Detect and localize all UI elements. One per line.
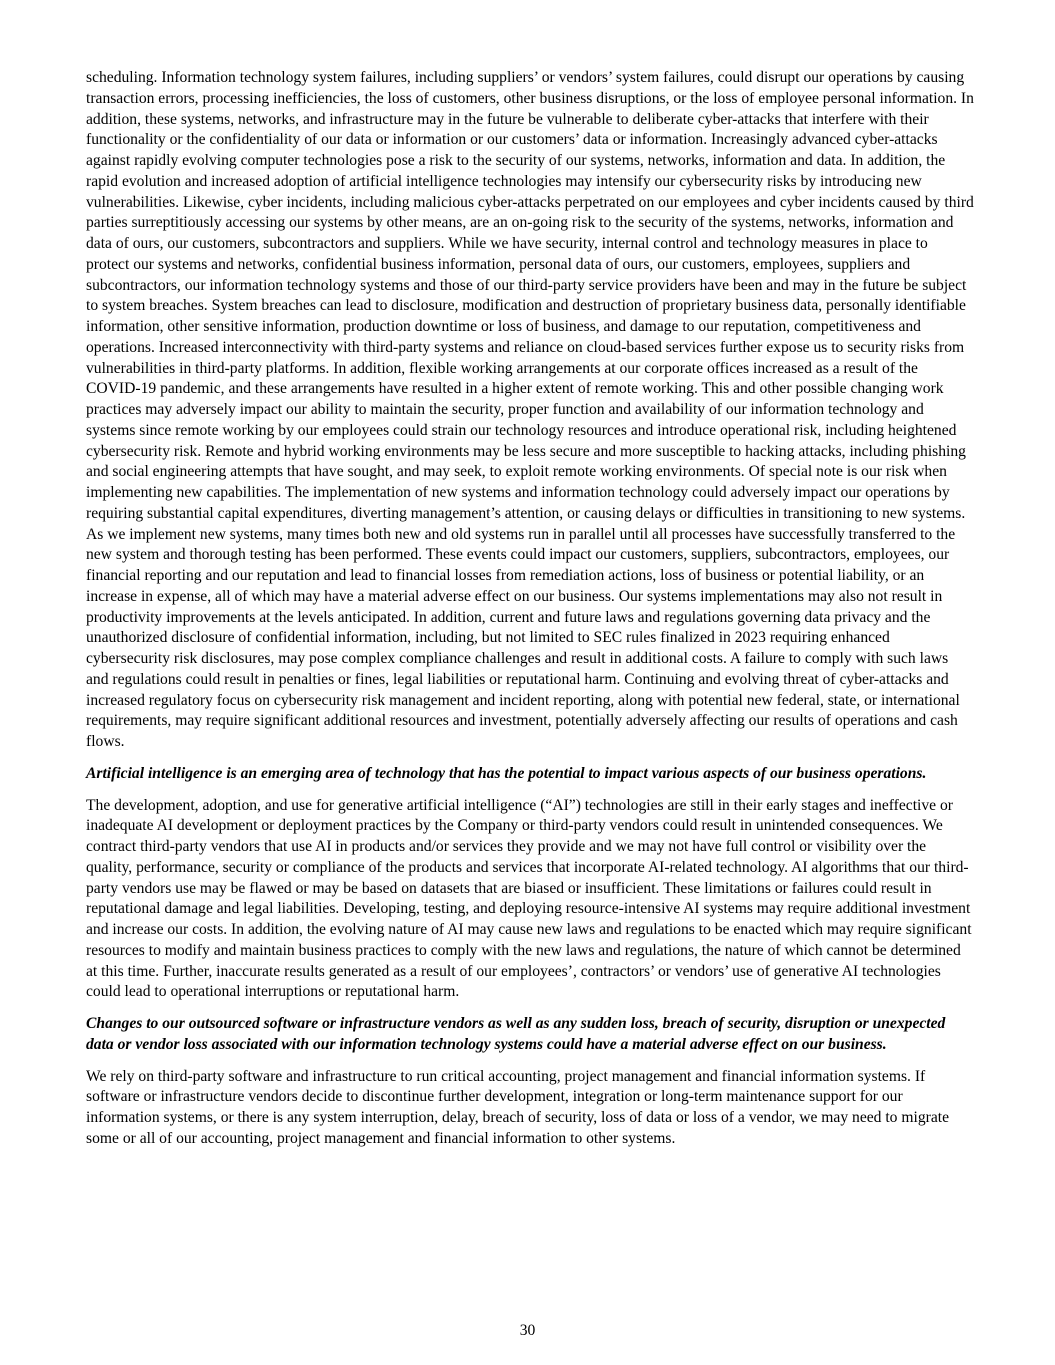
section-heading-vendors: Changes to our outsourced software or infrastructure vendors as well as any sudden loss, breach of security, disruption or unexpected data or vendor loss associated with our information technology systems could have a material adverse effect on our business. (86, 1015, 946, 1053)
body-paragraph-ai: The development, adoption, and use for generative artificial intelligence (“AI”) technologies are still in their early stages and ineffective or inadequate AI development or deployment practices by the Company or third-party vendors could result in unintended consequences. We contract third-party vendors that use AI in products and/or services they provide and we may not have full control or visibility over the quality, performance, security or compliance of the products and services that incorporate AI-related technology. AI algorithms that our third-party vendors use may be flawed or may be based on datasets that are biased or insufficient. These limitations or failures could result in reputational damage and legal liabilities. Developing, testing, and deploying resource-intensive AI systems may require additional investment and increase our costs. In addition, the evolving nature of AI may cause new laws and regulations to be enacted which may require significant resources to modify and maintain business practices to comply with the new laws and regulations, the nature of which cannot be determined at this time. Further, inaccurate results generated as a result of our employees’, contractors’ or vendors’ use of generative AI technologies could lead to operational interruptions or reputational harm. (86, 796, 972, 1001)
section-heading-ai: Artificial intelligence is an emerging area of technology that has the potential to impact various aspects of our business operations. (86, 764, 927, 782)
document-page (86, 68, 974, 1150)
page-number: 30 (519, 1322, 536, 1339)
body-paragraph-cyber-risk: scheduling. Information technology system failures, including suppliers’ or vendors’ system failures, could disrupt our operations by causing transaction errors, processing inefficiencies, the loss of customers, other business disruptions, or the loss of employee personal information. In addition, these systems, networks, and infrastructure may in the future be vulnerable to deliberate cyber-attacks that interfere with their functionality or the confidentiality of our data or information or our customers’ data or information. Increasingly advanced cyber-attacks against rapidly evolving computer technologies pose a risk to the security of our systems, networks, information and data. In addition, the rapid evolution and increased adoption of artificial intelligence technologies may intensify our cybersecurity risks by introducing new vulnerabilities. Likewise, cyber incidents, including malicious cyber-attacks perpetrated on our employees and cyber incidents caused by third parties surreptitiously accessing our systems by other means, are an on-going risk to the security of the systems, networks, information and data of ours, our customers, subcontractors and suppliers. While we have security, internal control and technology measures in place to protect our systems and networks, confidential business information, personal data of ours, our customers, employees, suppliers and subcontractors, our information technology systems and those of our third-party service providers have been and may in the future be subject to system breaches. System breaches can lead to disclosure, modification and destruction of proprietary business data, personally identifiable information, other sensitive information, production downtime or loss of business, and damage to our reputation, competitiveness and operations. Increased interconnectivity with third-party systems and reliance on cloud-based services further expose us to security risks from vulnerabilities in third-party platforms. In addition, flexible working arrangements at our corporate offices increased as a result of the COVID-19 pandemic, and these arrangements have resulted in a higher extent of remote working. This and other possible changing work practices may adversely impact our ability to maintain the security, proper function and availability of our information technology and systems since remote working by our employees could strain our technology resources and introduce operational risk, including heightened cybersecurity risk. Remote and hybrid working environments may be less secure and more susceptible to hacking attacks, including phishing and social engineering attempts that have sought, and may seek, to exploit remote working environments. Of special note is our risk when implementing new capabilities. The implementation of new systems and information technology could adversely impact our operations by requiring substantial capital expenditures, diverting management’s attention, or causing delays or difficulties in transitioning to new systems. As we implement new systems, many times both new and old systems run in parallel until all processes have successfully transferred to the new system and thorough testing has been performed. These events could impact our customers, suppliers, subcontractors, employees, our financial reporting and our reputation and lead to financial losses from remediation actions, loss of business or potential liability, or an increase in expense, all of which may have a material adverse effect on our business. Our systems implementations may also not result in productivity improvements at the levels anticipated. In addition, current and future laws and regulations governing data privacy and the unauthorized disclosure of confidential information, including, but not limited to SEC rules finalized in 2023 requiring enhanced cybersecurity risk disclosures, may pose complex compliance challenges and result in additional costs. A failure to comply with such laws and regulations could result in penalties or fines, legal liabilities or reputational harm. Continuing and evolving threat of cyber-attacks and increased regulatory focus on cybersecurity risk management and incident reporting, along with potential new federal, state, or international requirements, may require significant additional resources and investment, potentially adversely affecting our results of operations and cash flows. (86, 69, 974, 750)
body-paragraph-vendors: We rely on third-party software and infrastructure to run critical accounting, project management and financial information systems. If software or infrastructure vendors decide to discontinue further development, integration or long-term maintenance support for our information systems, or there is any system interruption, delay, breach of security, loss of data or loss of a vendor, we may need to migrate some or all of our accounting, project management and financial information to other systems. (86, 1067, 950, 1147)
